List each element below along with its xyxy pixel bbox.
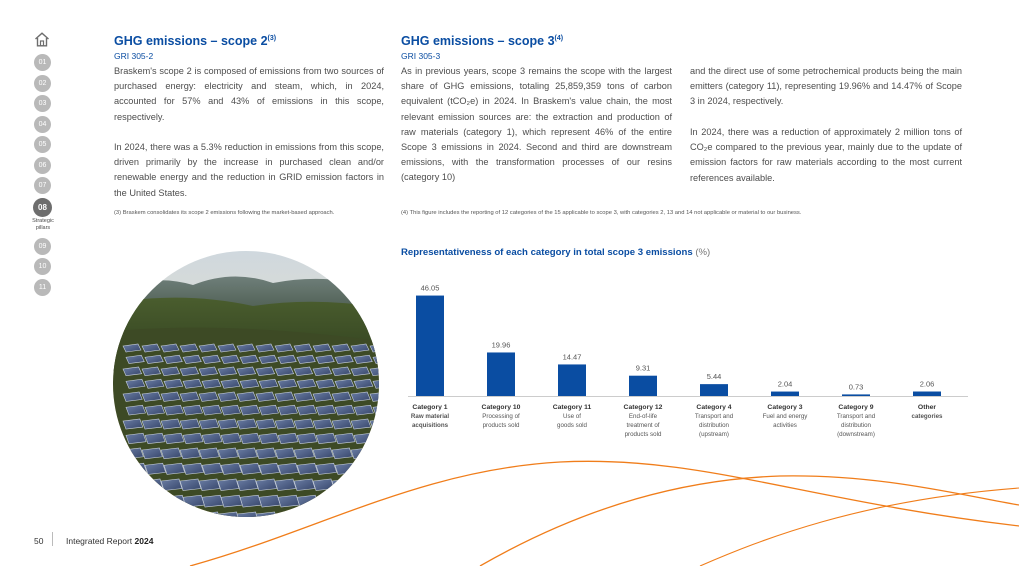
solar-panel (370, 448, 379, 459)
solar-panel (183, 433, 203, 443)
solar-panel (313, 419, 333, 429)
solar-panel (145, 433, 165, 443)
scope2-paragraph-2: In 2024, there was a 5.3% reduction in emissions from this scope, driven primarily by the increase in purchased clean and/or renewable energy and the reduction in GRID emission factors in the United States. (114, 142, 384, 198)
solar-panel (180, 419, 200, 429)
nav-section-02[interactable]: 02 (34, 75, 51, 92)
category-label: Category 3 (767, 404, 803, 411)
solar-panel (161, 479, 182, 491)
solar-panel (123, 392, 142, 401)
category-label: End-of-life (628, 413, 658, 420)
category-label: Use of (563, 413, 581, 420)
bar (487, 352, 515, 396)
scope3-heading: GHG emissions – scope 3$^{(4)}$ (401, 34, 564, 48)
category-label: Category 10 (481, 404, 521, 411)
solar-panel (221, 495, 242, 507)
solar-panel (180, 448, 200, 459)
solar-panel (237, 419, 257, 429)
category-label: Category 1 (412, 404, 448, 411)
solar-panel (259, 433, 279, 443)
solar-farm-photo (113, 251, 379, 517)
solar-panel (142, 392, 161, 401)
solar-panel (180, 392, 199, 401)
solar-panel (221, 433, 241, 443)
category-label: Other (917, 404, 937, 411)
solar-panel (237, 479, 258, 491)
chart-title: Representativeness of each category in total scope 3 emissions (%) (401, 247, 711, 258)
solar-panel (256, 392, 275, 401)
solar-panel (259, 379, 278, 388)
solar-panel (180, 512, 202, 517)
solar-panel (126, 495, 147, 507)
data-label: 5.44 (706, 372, 722, 382)
solar-panel (183, 463, 204, 474)
solar-panel (221, 463, 242, 474)
bar (842, 394, 870, 396)
solar-panel (164, 463, 185, 474)
solar-panel (316, 405, 336, 415)
solar-panel (202, 463, 223, 474)
solar-panel (313, 448, 333, 459)
solar-panel (202, 405, 222, 415)
bar (558, 364, 586, 396)
solar-panel (145, 463, 166, 474)
solar-panel (373, 495, 379, 507)
data-label: 19.96 (491, 340, 511, 350)
solar-panel (199, 479, 220, 491)
solar-panel (294, 392, 313, 401)
solar-panel (218, 479, 239, 491)
scope3-paragraph-2: and the direct use of some petrochemical products being the main emitters (category 11), representing 19.96% and 14.47% of Scope 3 in 2024, respectively. (690, 66, 962, 107)
solar-panel (351, 392, 370, 401)
solar-panel (354, 463, 375, 474)
solar-panel (164, 405, 184, 415)
solar-panel (218, 419, 238, 429)
category-label: categories (911, 413, 943, 420)
nav-section-07[interactable]: 07 (34, 177, 51, 194)
nav-section-04[interactable]: 04 (34, 116, 51, 133)
solar-panel (278, 379, 297, 388)
solar-panel (351, 419, 371, 429)
solar-panel (202, 433, 222, 443)
solar-panel (164, 433, 184, 443)
scope2-heading: GHG emissions – scope 2$^{(3)}$ (114, 34, 277, 48)
solar-panel (218, 448, 238, 459)
solar-panel (164, 379, 183, 388)
solar-panel (335, 405, 355, 415)
solar-panel (332, 419, 352, 429)
solar-panel (313, 479, 334, 491)
solar-panel (145, 379, 164, 388)
solar-panel (142, 419, 162, 429)
solar-panel (335, 433, 355, 443)
category-label: distribution (841, 422, 871, 429)
solar-panel (351, 448, 371, 459)
scope3-paragraph-1: As in previous years, scope 3 remains the scope with the largest share of GHG emissions, totaling 25,859,359 tons of carbon equivalent (tCO₂e) in 2024. In Braskem's value chain, the most relevant emission sources are: the extraction and production of raw materials (category 1), which represent 46% of the entire Scope 3 emissions in 2024. Second and third are downstream emissions, with the transformation processes of our resins (category 10) (401, 66, 672, 183)
solar-panel (259, 463, 280, 474)
nav-section-09[interactable]: 09 (34, 238, 51, 255)
solar-panel (164, 495, 185, 507)
solar-panel (297, 405, 317, 415)
data-label: 14.47 (562, 352, 582, 362)
page-number: 50 (34, 536, 44, 546)
solar-panel (335, 379, 354, 388)
solar-panel (332, 392, 351, 401)
solar-panel (123, 448, 143, 459)
solar-panel (316, 495, 337, 507)
nav-section-11[interactable]: 11 (34, 279, 51, 296)
category-label: Transport and (694, 413, 734, 420)
solar-panel (354, 495, 375, 507)
data-label: 0.73 (848, 382, 864, 392)
solar-panel (294, 419, 314, 429)
report-name: Integrated Report 2024 (66, 536, 154, 546)
solar-panel (199, 392, 218, 401)
solar-panel (370, 479, 379, 491)
solar-panel (297, 379, 316, 388)
category-label: Category 12 (623, 404, 663, 411)
solar-panel (332, 512, 354, 517)
nav-section-10[interactable]: 10 (34, 258, 51, 275)
solar-panel (123, 419, 143, 429)
solar-panel (351, 479, 372, 491)
solar-panel (275, 392, 294, 401)
bar (771, 392, 799, 396)
solar-panel (202, 495, 223, 507)
category-label: Raw material (410, 413, 450, 420)
category-label: activities (773, 422, 797, 429)
solar-panel (126, 433, 146, 443)
bar (913, 392, 941, 396)
solar-panel (316, 379, 335, 388)
solar-panel (237, 448, 257, 459)
solar-panel (183, 405, 203, 415)
solar-panel (237, 392, 256, 401)
category-label: Category 9 (838, 404, 874, 411)
solar-panel (199, 512, 221, 517)
data-label: 9.31 (635, 363, 651, 373)
solar-panel (297, 463, 318, 474)
solar-panel (351, 512, 373, 517)
solar-panel (370, 512, 379, 517)
solar-panel (316, 433, 336, 443)
category-label: distribution (699, 422, 729, 429)
solar-panel (332, 479, 353, 491)
solar-panel (183, 495, 204, 507)
bar (700, 384, 728, 396)
category-label: Transport and (836, 413, 876, 420)
solar-panel (123, 512, 145, 517)
home-icon[interactable] (34, 32, 50, 47)
solar-panel (145, 495, 166, 507)
scope3-paragraph-3: In 2024, there was a reduction of approximately 2 million tons of CO₂e compared to the previous year, mainly due to the update of emission factors for raw materials according to the most current references available. (690, 127, 962, 183)
solar-panel (275, 448, 295, 459)
bar (416, 296, 444, 396)
category-label: Fuel and energy (762, 413, 808, 420)
solar-panel (297, 495, 318, 507)
solar-panel (142, 448, 162, 459)
solar-panel (142, 479, 163, 491)
solar-panel (199, 448, 219, 459)
solar-panel (259, 495, 280, 507)
solar-panel (240, 433, 260, 443)
solar-panel (278, 463, 299, 474)
category-label: products sold (624, 431, 662, 438)
solar-panel (240, 495, 261, 507)
data-label: 2.06 (919, 379, 935, 389)
solar-panel (294, 479, 315, 491)
solar-panel (142, 512, 164, 517)
solar-panel (354, 405, 374, 415)
solar-panel (278, 433, 298, 443)
scope3-bar-chart (400, 265, 980, 460)
data-label: 46.05 (420, 283, 440, 293)
solar-panel (313, 392, 332, 401)
solar-panel (256, 479, 277, 491)
solar-panel (240, 405, 260, 415)
nav-section-06[interactable]: 06 (34, 157, 51, 174)
solar-panel (259, 405, 279, 415)
solar-panel (335, 495, 356, 507)
solar-panel (256, 419, 276, 429)
scope2-gri: GRI 305-2 (114, 51, 154, 61)
solar-panel (373, 433, 379, 443)
category-label: acquisitions (411, 422, 449, 429)
data-label: 2.04 (777, 379, 793, 389)
solar-panel (335, 463, 356, 474)
category-label: products sold (482, 422, 520, 429)
solar-panel (161, 448, 181, 459)
scope2-paragraph-1: Braskem's scope 2 is composed of emissions from two sources of purchased energy: electricity and steam, which, in 2024, accounted for 57% and 43% of emissions in this scope, respectively. (114, 66, 384, 122)
solar-panel (313, 512, 335, 517)
solar-panel (278, 495, 299, 507)
solar-panel (275, 419, 295, 429)
solar-panel (354, 433, 374, 443)
nav-section-08[interactable]: 08 (33, 198, 52, 217)
solar-panel (161, 419, 181, 429)
nav-section-01[interactable]: 01 (34, 54, 51, 71)
solar-panel (316, 463, 337, 474)
solar-panel (161, 392, 180, 401)
solar-panel (240, 379, 259, 388)
solar-panel (202, 379, 221, 388)
category-label: (downstream) (837, 431, 875, 438)
category-label: Processing of (482, 413, 520, 420)
solar-panel (221, 405, 241, 415)
solar-panel (294, 512, 316, 517)
solar-panel (278, 405, 298, 415)
solar-panel (297, 433, 317, 443)
solar-panel (126, 405, 146, 415)
scope3-gri: GRI 305-3 (401, 51, 441, 61)
nav-active-label: Strategic pillars (32, 217, 54, 231)
nav-section-03[interactable]: 03 (34, 95, 51, 112)
category-label: (upstream) (699, 431, 729, 438)
solar-panel (126, 379, 145, 388)
category-label: Category 11 (552, 404, 592, 411)
nav-section-05[interactable]: 05 (34, 136, 51, 153)
solar-panel (332, 448, 352, 459)
solar-panel (373, 463, 379, 474)
solar-panel (218, 392, 237, 401)
solar-panel (221, 379, 240, 388)
solar-panel (294, 448, 314, 459)
category-label: goods sold (557, 422, 587, 429)
solar-panel (240, 463, 261, 474)
bar (629, 376, 657, 396)
solar-panel (256, 448, 276, 459)
solar-panel (199, 419, 219, 429)
solar-panel (354, 379, 373, 388)
category-label: treatment of (626, 422, 660, 429)
solar-panel (145, 405, 165, 415)
footer-divider (52, 532, 53, 546)
scope2-footnote: (3) Braskem consolidates its scope 2 emissions following the market-based approach. (114, 210, 335, 216)
scope3-footnote: (4) This figure includes the reporting of 12 categories of the 15 applicable to scope 3, with categories 2, 13 and 14 not applicable or material to our business. (401, 210, 802, 216)
solar-panel (183, 379, 202, 388)
solar-panel (161, 512, 183, 517)
category-label: Category 4 (696, 404, 732, 411)
solar-panel (123, 479, 144, 491)
solar-panel (180, 479, 201, 491)
solar-panel (275, 479, 296, 491)
solar-panel (126, 463, 147, 474)
